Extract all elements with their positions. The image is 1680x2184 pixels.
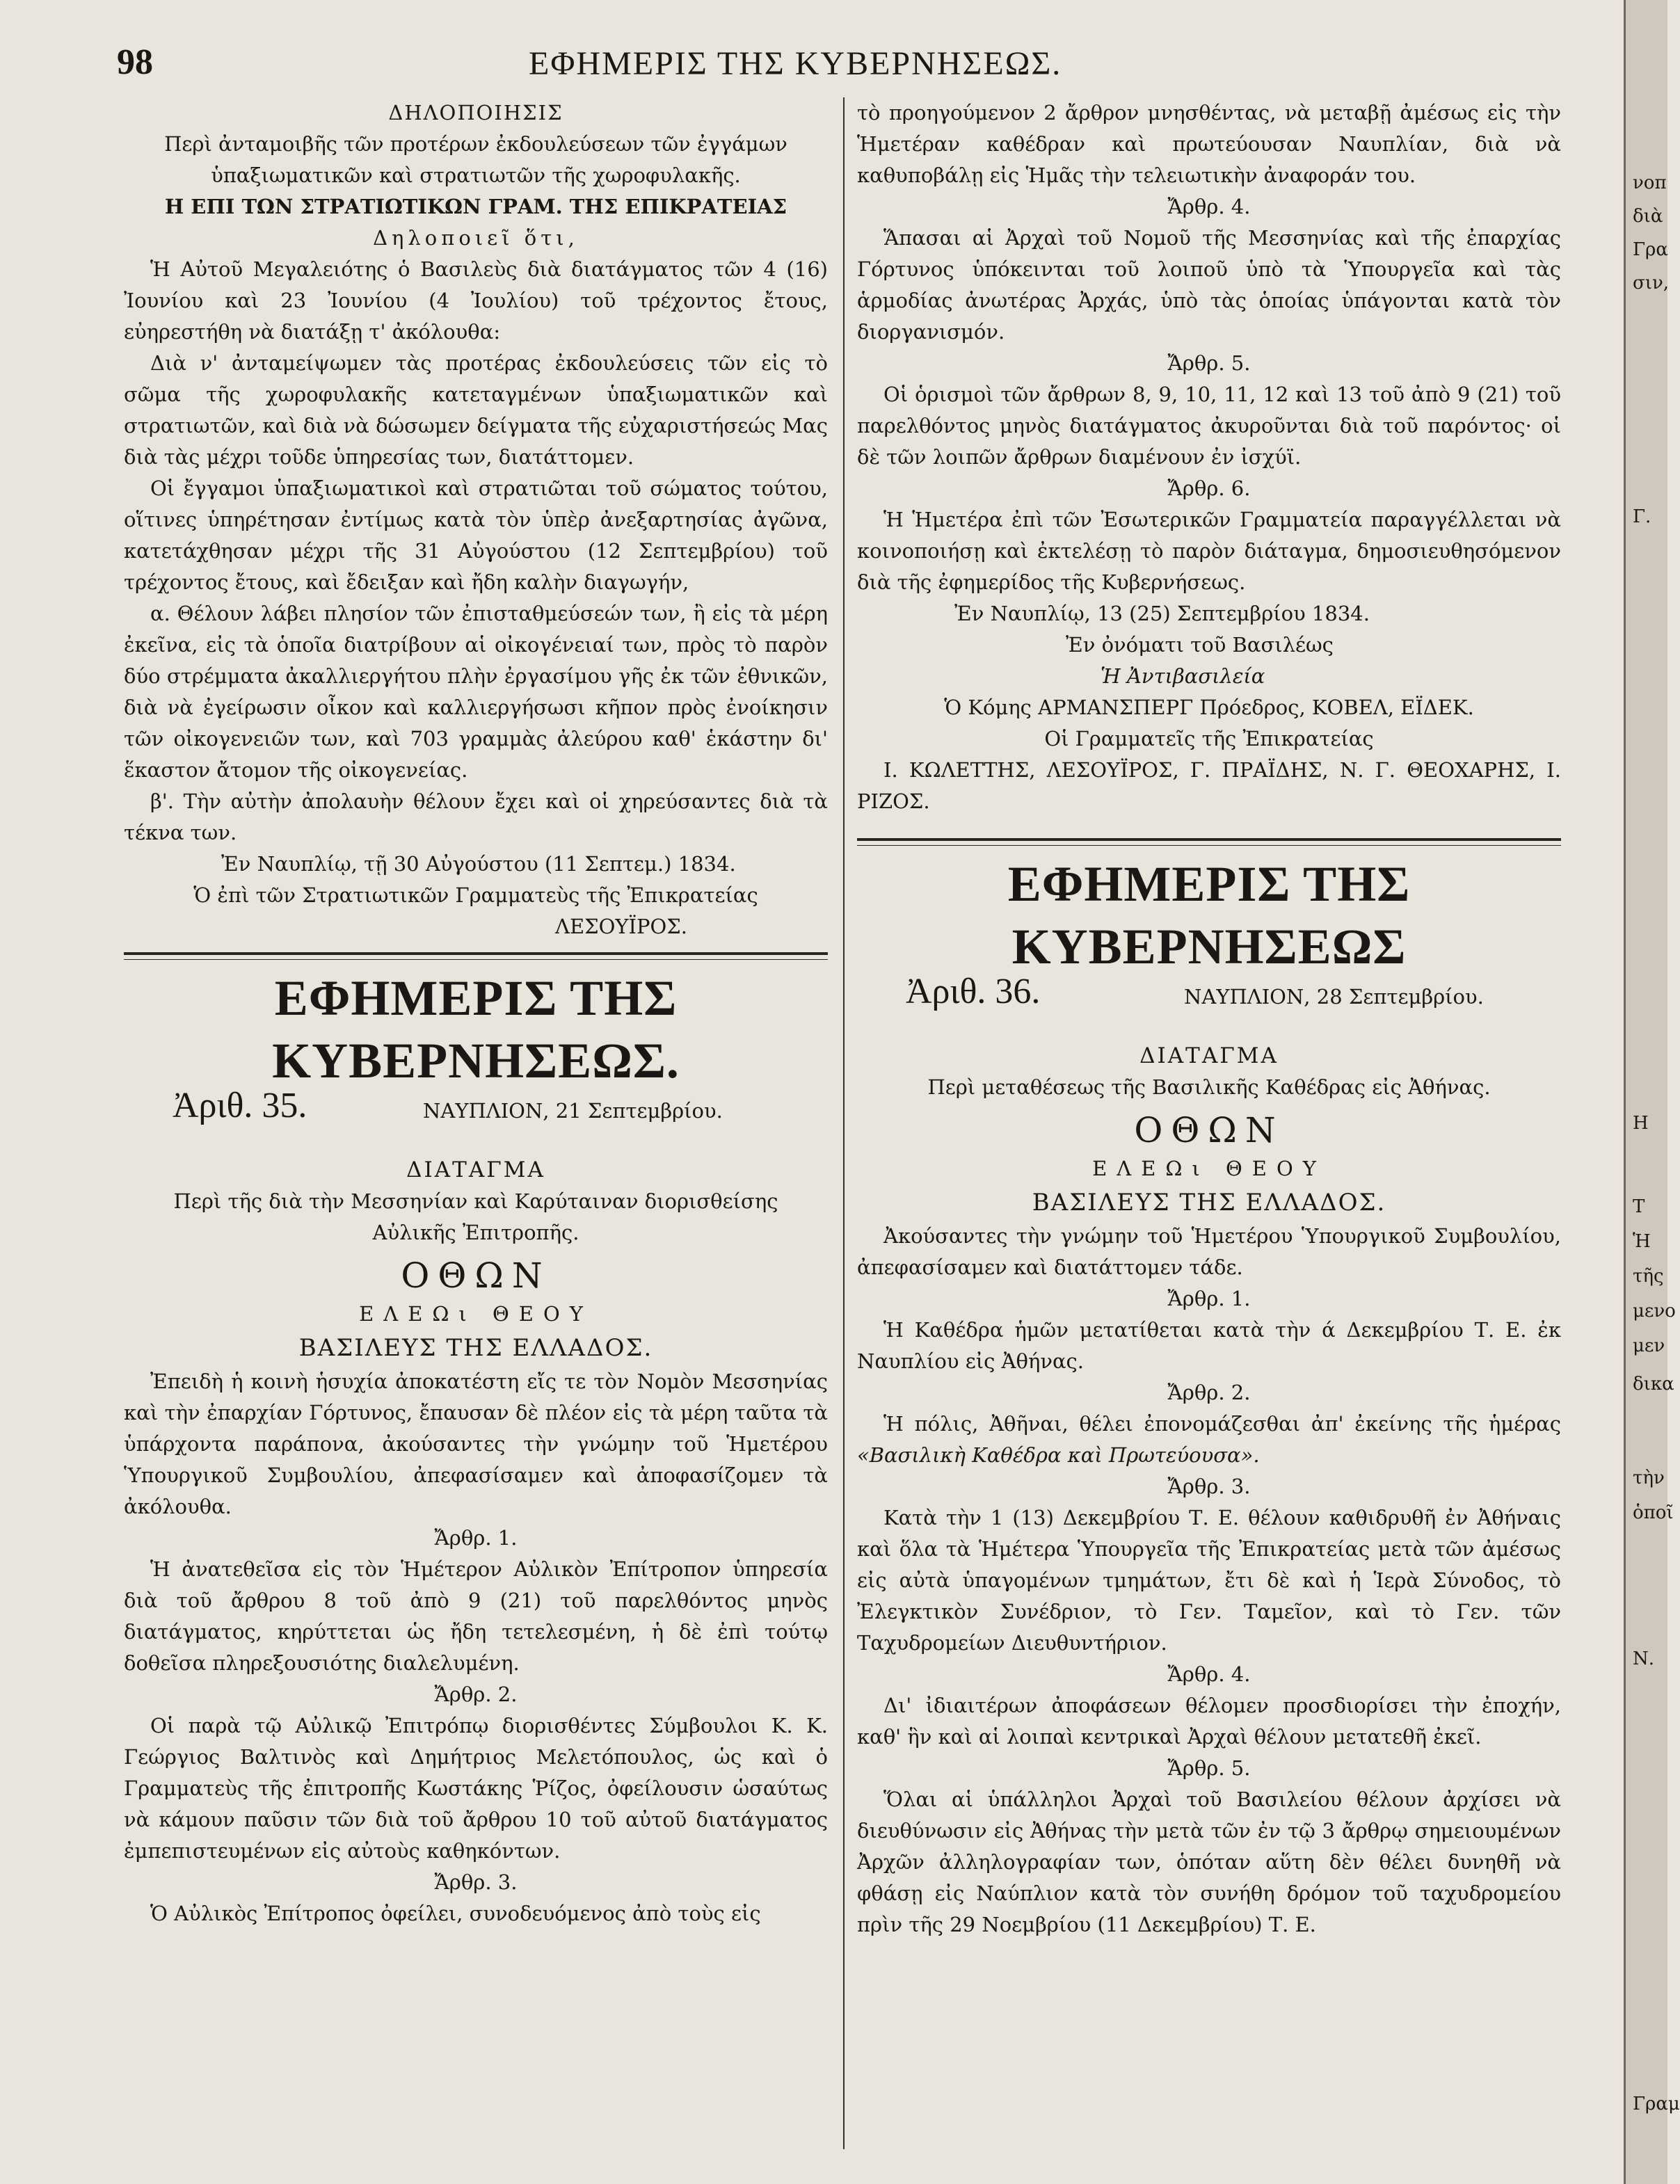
decree-35-king-name: ΟΘΩΝ (401, 1255, 551, 1296)
right-column (857, 97, 1561, 1941)
decree-35-king-title: ΒΑΣΙΛΕΥΣ ΤΗΣ ΕΛΛΑΔΟΣ. (298, 1334, 653, 1362)
page-number: 98 (117, 42, 153, 82)
margin-fragment: ὁποῖ (1633, 1502, 1674, 1523)
decree-35-art1-label: Ἄρθρ. 1. (434, 1526, 518, 1550)
margin-fragment: Γρα (1633, 239, 1668, 260)
notice-dated: Ἐν Ναυπλίῳ, τῇ 30 Αὐγούστου (11 Σεπτεμ.) 1834. (221, 852, 736, 876)
margin-fragment: Ν. (1633, 1648, 1655, 1669)
margin-fragment: μεν (1633, 1335, 1665, 1356)
decree-35-art3-label: Ἄρθρ. 3. (434, 1870, 518, 1894)
decree-36-subject: Περὶ μεταθέσεως τῆς Βασιλικῆς Καθέδρας εἰς Ἀθήνας. (927, 1075, 1491, 1099)
decree-35-subject-line-2: Αὐλικῆς Ἐπιτροπῆς. (372, 1221, 579, 1244)
decree-35-heading: ΔΙΑΤΑΓΜΑ (406, 1157, 545, 1182)
decree-35-preamble: Ἐπειδὴ ἡ κοινὴ ἡσυχία ἀποκατέστη εἴς τε τὸν Νομὸν Μεσσηνίας καὶ τὴν ἐπαρχίαν Γόρτυνος, ἔπαυσαν δὲ πλέον εἰς τὰ μέρη ταῦτα τὰ ὑπάρχοντα παράπονα, ἀκούσαντες τὴν γνώμην τοῦ Ἡμετέρου Ὑπουργικοῦ Συμβουλίου, ἀπεφασίσαμεν καὶ ἀποφασίζομεν τὰ ἀκόλουθα. (124, 1370, 828, 1518)
notice-heading: ΔΗΛΟΠΟΙΗΣΙΣ (388, 101, 563, 125)
decree-35-grace: ΕΛΕΩι ΘΕΟΥ (359, 1302, 593, 1326)
margin-fragment: Τ (1633, 1196, 1645, 1217)
decree-35-dated: Ἐν Ναυπλίῳ, 13 (25) Σεπτεμβρίου 1834. (954, 602, 1370, 625)
issue-35-dateline: ΝΑΥΠΛΙΟΝ, 21 Σεπτεμβρίου. (423, 1099, 723, 1123)
issue-36-dateline: ΝΑΥΠΛΙΟΝ, 28 Σεπτεμβρίου. (1184, 985, 1484, 1009)
decree-36-art1: Ἡ Καθέδρα ἡμῶν μετατίθεται κατὰ τὴν ά Δεκεμβρίου Τ. Ε. ἐκ Ναυπλίου εἰς Ἀθήνας. (857, 1318, 1561, 1373)
issue-36-title: ΕΦΗΜΕΡΙΣ ΤΗΣ ΚΥΒΕΡΝΗΣΕΩΣ (1007, 856, 1411, 974)
running-title: ΕΦΗΜΕΡΙΣ ΤΗΣ ΚΥΒΕΡΝΗΣΕΩΣ. (529, 45, 1062, 82)
decree-36-art4: Δι' ἰδιαιτέρων ἀποφάσεων θέλομεν προσδιορίσει τὴν ἐποχήν, καθ' ἣν καὶ αἱ λοιπαὶ κεντρικαὶ Ἀρχαὶ θέλουν μετατεθῆ ἐκεῖ. (857, 1694, 1561, 1749)
margin-fragment: τῆς (1633, 1266, 1664, 1287)
decree-35-art5-label: Ἄρθρ. 5. (1167, 351, 1251, 375)
decree-35-art4-label: Ἄρθρ. 4. (1167, 195, 1251, 218)
notice-paragraph-1: Ἡ Αὐτοῦ Μεγαλειότης ὁ Βασιλεὺς διὰ διατάγματος τῶν 4 (16) Ἰουνίου καὶ 23 Ἰουνίου (4 Ἰουλίου) τοῦ τρέχοντος ἔτους, εὐηρεστήθη νὰ διατάξῃ τ' ἀκόλουθα: (124, 257, 828, 344)
decree-36-art3-label: Ἄρθρ. 3. (1167, 1475, 1251, 1498)
notice-declares: Δηλοποιεῖ ὅτι, (373, 226, 579, 250)
margin-fragment: Η (1633, 1113, 1649, 1134)
notice-signer: ΛΕΣΟΥΪΡΟΣ. (555, 915, 688, 938)
decree-35-art5: Οἱ ὁρισμοὶ τῶν ἄρθρων 8, 9, 10, 11, 12 καὶ 13 τοῦ ἀπὸ 9 (21) τοῦ παρελθόντος μηνὸς διατάγματος ἀκυροῦνται διὰ τοῦ παρόντος· οἱ δὲ τῶν λοιπῶν ἄρθρων διαμένουν ἐν ἰσχύϊ. (857, 383, 1561, 469)
decree-35-secretaries: Ι. ΚΩΛΕΤΤΗΣ, ΛΕΣΟΥΪΡΟΣ, Γ. ΠΡΑΪΔΗΣ, Ν. Γ. ΘΕΟΧΑΡΗΣ, Ι. ΡΙΖΟΣ. (857, 758, 1561, 813)
decree-36-king-name: ΟΘΩΝ (1134, 1110, 1284, 1150)
decree-35-continuation: τὸ προηγούμενον 2 ἄρθρον μνησθέντας, νὰ μεταβῇ ἀμέσως εἰς τὴν Ἡμετέραν καθέδραν καὶ πρωτεύουσαν Ναυπλίαν, διὰ νὰ καθυποβάλῃ εἰς Ἡμᾶς τὴν τελειωτικὴν ἀναφοράν του. (857, 101, 1561, 187)
decree-35-secretaries-title: Οἱ Γραμματεῖς τῆς Ἐπικρατείας (1044, 727, 1374, 750)
margin-fragment: δικα (1633, 1374, 1674, 1395)
scan-page-edge (1624, 0, 1670, 2184)
decree-35-art3: Ὁ Αὐλικὸς Ἐπίτροπος ὀφείλει, συνοδευόμενος ἀπὸ τοὺς εἰς (150, 1902, 761, 1925)
margin-fragment: διὰ (1633, 206, 1663, 227)
decree-35-art6: Ἡ Ἡμετέρα ἐπὶ τῶν Ἐσωτερικῶν Γραμματεία παραγγέλλεται νὰ κοινοποιήσῃ καὶ ἐκτελέσῃ τὸ παρὸν διάταγμα, δημοσιευθησόμενον διὰ τῆς ἐφημερίδος τῆς Κυβερνήσεως. (857, 508, 1561, 594)
decree-35-art1: Ἡ ἀνατεθεῖσα εἰς τὸν Ἡμέτερον Αὐλικὸν Ἐπίτροπον ὑπηρεσία διὰ τοῦ ἄρθρου 8 τοῦ ἀπὸ 9 (21) τοῦ παρελθόντος μηνὸς διατάγματος, κηρύττεται ὡς ἤδη τετελεσμένη, ἡ δὲ ἐπὶ τούτῳ δοθεῖσα πληρεξουσιότης διαλελυμένη. (124, 1557, 828, 1675)
notice-office: Η ΕΠΙ ΤΩΝ ΣΤΡΑΤΙΩΤΙΚΩΝ ΓΡΑΜ. ΤΗΣ ΕΠΙΚΡΑΤΕΙΑΣ (164, 195, 787, 218)
notice-paragraph-3: Οἱ ἔγγαμοι ὑπαξιωματικοὶ καὶ στρατιῶται τοῦ σώματος τούτου, οἵτινες ὑπηρέτησαν ἐντίμως κατὰ τὸν ὑπὲρ ἀνεξαρτησίας ἀγῶνα, κατετάχθησαν μέχρι τῆς 31 Αὐγούστου (12 Σεπτεμβρίου) τοῦ τρέχοντος ἔτους, καὶ ἔδειξαν καὶ ἤδη καλὴν διαγωγήν, (124, 476, 828, 594)
decree-36-art3: Κατὰ τὴν 1 (13) Δεκεμβρίου Τ. Ε. θέλουν καθιδρυθῆ ἐν Ἀθήναις καὶ ὅλα τὰ Ἡμέτερα Ὑπουργεῖα τῆς Ἐπικρατείας μετὰ τῶν ἀμέσως εἰς αὐτὰ ὑπαγομένων τμημάτων, ἔτι δὲ καὶ ἡ Ἱερὰ Σύνοδος, τὸ Ἐλεγκτικὸν Συνέδριον, τὸ Γεν. Ταμεῖον, καὶ τὸ Γεν. τῶν Ταχυδρομείων Διευθυντήριον. (857, 1506, 1561, 1655)
left-column (124, 97, 828, 1929)
issue-36-number: Ἀριθ. 36. (906, 972, 1041, 1011)
decree-36-king-title: ΒΑΣΙΛΕΥΣ ΤΗΣ ΕΛΛΑΔΟΣ. (1032, 1189, 1386, 1217)
margin-fragment: τὴν (1633, 1468, 1665, 1488)
notice-paragraph-4: α. Θέλουν λάβει πλησίον τῶν ἐπισταθμεύσεών των, ἢ εἰς τὰ μέρη ἐκεῖνα, εἰς τὰ ὁποῖα διατρίβουν αἱ οἰκογένειαί των, πρὸς τὸ παρὸν δύο στρέμματα ἀκαλλιεργήτου πλὴν ἐργασίμου γῆς ἐκ τῶν ἐθνικῶν, διὰ νὰ ἐγείρωσιν οἶκον καὶ καλλιεργήσωσι κῆπον πρὸς ἐνοίκησιν τῶν οἰκογενειῶν των, καὶ 703 γραμμὰς ἀλεύρου καθ' ἑκάστην δι' ἕκαστον ἄτομον τῆς οἰκογενείας. (124, 602, 828, 782)
decree-35-in-name: Ἐν ὀνόματι τοῦ Βασιλέως (1066, 633, 1334, 657)
issue-36-header (857, 972, 1561, 1027)
margin-fragment: Γ. (1633, 506, 1651, 527)
decree-36-art5-label: Ἄρθρ. 5. (1167, 1756, 1251, 1780)
decree-36-art2-quote: «Βασιλικὴ Καθέδρα καὶ Πρωτεύουσα». (857, 1443, 1260, 1467)
notice-paragraph-2: Διὰ ν' ἀνταμείψωμεν τὰς προτέρας ἐκδουλεύσεις τῶν εἰς τὸ σῶμα τῆς χωροφυλακῆς κατεταγμένων ὑπαξιωματικῶν καὶ στρατιωτῶν, καὶ διὰ νὰ δώσωμεν δείγματα τῆς εὐχαριστήσεώς Μας διὰ τὰς μέχρι τοῦδε ὑπηρεσίας των, διατάττομεν. (124, 351, 828, 469)
section-rule-right (857, 838, 1561, 846)
decree-35-art4: Ἅπασαι αἱ Ἀρχαὶ τοῦ Νομοῦ τῆς Μεσσηνίας καὶ τῆς ἐπαρχίας Γόρτυνος ὑπόκεινται τοῦ λοιποῦ ὑπὸ τὰ Ὑπουργεῖα καὶ τὰς ἁρμοδίας ἀνωτέρας Ἀρχάς, ὑπὸ τὰς ὁποίας ὑπάγονται κατὰ τὸν διοργανισμόν. (857, 226, 1561, 344)
notice-subject-line-1: Περὶ ἀνταμοιβῆς τῶν προτέρων ἐκδουλεύσεων τῶν ἐγγάμων (164, 132, 787, 156)
decree-36-art1-label: Ἄρθρ. 1. (1167, 1287, 1251, 1310)
decree-35-art2: Οἱ παρὰ τῷ Αὐλικῷ Ἐπιτρόπῳ διορισθέντες Σύμβουλοι Κ. Κ. Γεώργιος Βαλτινὸς καὶ Δημήτριος Μελετόπουλος, ὡς καὶ ὁ Γραμματεὺς τῆς ἐπιτροπῆς Κωστάκης Ῥίζος, ὀφείλουσιν ὡσαύτως νὰ κάμουν παῦσιν τῶν διὰ τοῦ ἄρθρου 10 τοῦ αὐτοῦ διατάγματος ἐμπεπιστευμένων εἰς αὐτοὺς καθηκόντων. (124, 1714, 828, 1863)
decree-36-heading: ΔΙΑΤΑΓΜΑ (1139, 1043, 1279, 1068)
decree-35-art2-label: Ἄρθρ. 2. (434, 1683, 518, 1706)
column-divider (843, 97, 845, 2149)
notice-signer-title: Ὁ ἐπὶ τῶν Στρατιωτικῶν Γραμματεὺς τῆς Ἐπικρατείας (193, 883, 758, 907)
margin-fragment: νοπ (1633, 172, 1667, 193)
decree-36-art2 (857, 1408, 1561, 1471)
decree-36-preamble: Ἀκούσαντες τὴν γνώμην τοῦ Ἡμετέρου Ὑπουργικοῦ Συμβουλίου, ἀπεφασίσαμεν καὶ διατάττομεν τάδε. (857, 1224, 1561, 1279)
decree-36-art2-text: Ἡ πόλις, Ἀθῆναι, θέλει ἐπονομάζεσθαι ἀπ' ἐκείνης τῆς ἡμέρας (883, 1412, 1561, 1436)
decree-35-art6-label: Ἄρθρ. 6. (1167, 476, 1251, 500)
margin-fragment: Γραμ (1633, 2094, 1680, 2114)
section-rule (124, 952, 828, 960)
issue-35-title: ΕΦΗΜΕΡΙΣ ΤΗΣ ΚΥΒΕΡΝΗΣΕΩΣ. (272, 970, 680, 1089)
margin-fragment: σιν, (1633, 273, 1670, 294)
decree-36-art4-label: Ἄρθρ. 4. (1167, 1662, 1251, 1686)
decree-35-regency-members: Ὁ Κόμης ΑΡΜΑΝΣΠΕΡΓ Πρόεδρος, ΚΟΒΕΛ, ΕΪΔΕΚ. (944, 696, 1474, 719)
decree-36-art2-label: Ἄρθρ. 2. (1167, 1381, 1251, 1404)
decree-35-subject-line-1: Περὶ τῆς διὰ τὴν Μεσσηνίαν καὶ Καρύταιναν διορισθείσης (173, 1189, 778, 1213)
decree-36-art5: Ὅλαι αἱ ὑπάλληλοι Ἀρχαὶ τοῦ Βασιλείου θέλουν ἀρχίσει νὰ διευθύνωσιν εἰς Ἀθήνας τὴν μετὰ τῶν ἐν τῷ 3 ἄρθρῳ σημειουμένων Ἀρχῶν ἀλληλογραφίαν των, ὁπόταν αὕτη δὲν θέλει δυνηθῆ νὰ φθάσῃ εἰς Ναύπλιον κατὰ τὸν συνήθη δρόμον τοῦ ταχυδρομείου πρὶν τῆς 29 Νοεμβρίου (11 Δεκεμβρίου) Τ. Ε. (857, 1788, 1561, 1936)
margin-fragment: μενο (1633, 1301, 1676, 1322)
notice-subject-line-2: ὑπαξιωματικῶν καὶ στρατιωτῶν τῆς χωροφυλακῆς. (211, 163, 741, 187)
issue-35-header (124, 1086, 828, 1141)
notice-paragraph-5: β'. Τὴν αὐτὴν ἀπολαυὴν θέλουν ἔχει καὶ οἱ χηρεύσαντες διὰ τὰ τέκνα των. (124, 789, 828, 844)
decree-36-grace: ΕΛΕΩι ΘΕΟΥ (1092, 1157, 1326, 1180)
margin-fragment: Ἡ (1633, 1231, 1651, 1252)
issue-35-number: Ἀριθ. 35. (173, 1086, 307, 1125)
decree-35-regency: Ἡ Ἀντιβασιλεία (1101, 664, 1265, 688)
